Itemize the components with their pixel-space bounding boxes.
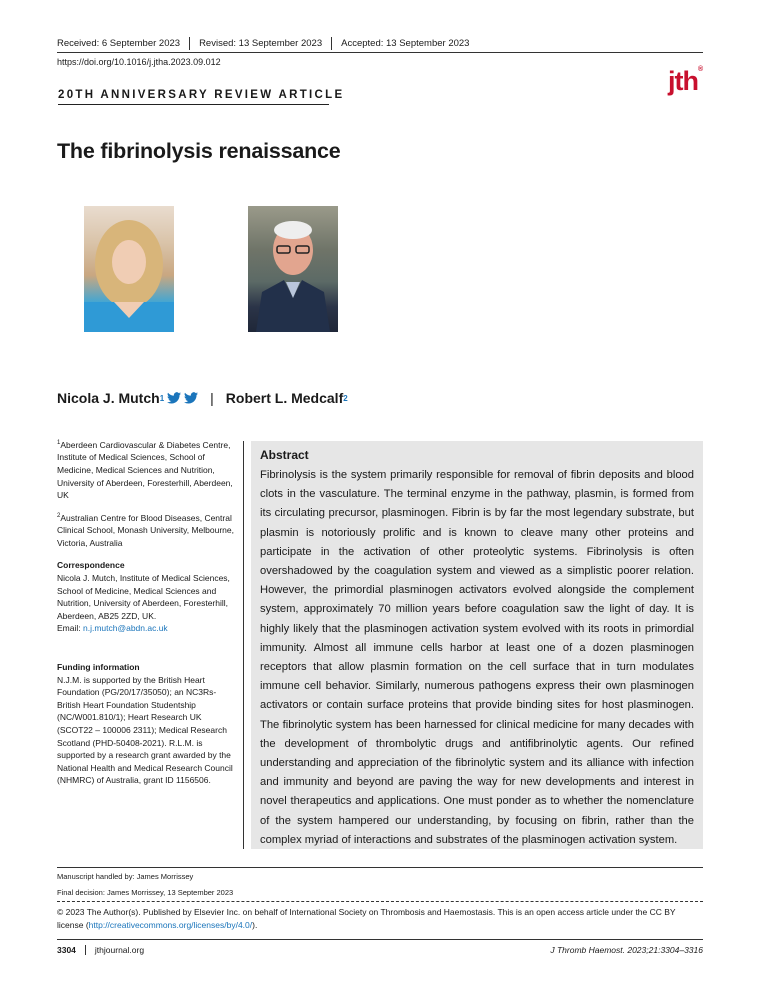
journal-logo: jth®: [668, 66, 704, 96]
footer-rule: [57, 867, 703, 868]
copyright-notice: © 2023 The Author(s). Published by Elsevier Inc. on behalf of International Society on Thrombosis and Haemostasis. This is an open access article under the CC BY license (http://creativecommons.org/licenses/by/4.0/).: [57, 907, 676, 930]
funding-heading: Funding information: [57, 661, 140, 672]
correspondence-heading: Correspondence: [57, 560, 125, 571]
affiliation: $^1$Aberdeen Cardiovascular & Diabetes Centre, Institute of Medical Sciences, School of Medicine, Medical Sciences and Nutrition, University of Aberdeen, Foresterhill, Aberdeen, UK: [57, 439, 233, 501]
revised-date: Revised: 13 September 2023: [189, 37, 331, 50]
affiliation: $^2$Australian Centre for Blood Diseases, Central Clinical School, Monash University, Melbourne, Victoria, Australia: [57, 512, 235, 548]
abstract-heading: Abstract: [260, 448, 309, 462]
accepted-date: Accepted: 13 September 2023: [331, 37, 478, 50]
page-number: 3304: [57, 945, 86, 955]
author-sup: 2: [343, 393, 348, 403]
header-rule: [57, 52, 703, 53]
page-footer-rule: [57, 939, 703, 940]
license-link[interactable]: http://creativecommons.org/licenses/by/4.0/: [88, 919, 253, 930]
journal-site[interactable]: jthjournal.org: [94, 945, 145, 955]
manuscript-handled: Manuscript handled by: James Morrissey: [57, 872, 194, 881]
final-decision: Final decision: James Morrissey, 13 September 2023: [57, 888, 234, 897]
article-type-underline: [58, 104, 329, 105]
author-name: Robert L. Medcalf: [225, 390, 344, 406]
received-date: Received: 6 September 2023: [57, 38, 181, 49]
doi-link[interactable]: https://doi.org/10.1016/j.jtha.2023.09.012: [57, 57, 221, 67]
correspondence-text: Nicola J. Mutch, Institute of Medical Sciences, School of Medicine, Medical Sciences and Nutrition, University of Aberdeen, Foresterhill, Aberdeen, AB25 2ZD, UK.: [57, 573, 230, 621]
email-link[interactable]: n.j.mutch@abdn.ac.uk: [82, 623, 168, 634]
dashed-rule: [57, 901, 703, 902]
article-type: 20TH ANNIVERSARY REVIEW ARTICLE: [58, 89, 345, 101]
author-photo-medcalf: [248, 206, 338, 332]
author-sup: 1: [159, 393, 165, 403]
article-title: The fibrinolysis renaissance: [57, 139, 341, 163]
author-separator: |: [210, 390, 214, 406]
abstract-box: [251, 441, 703, 849]
article-dates: [57, 37, 478, 50]
funding-text: N.J.M. is supported by the British Heart Foundation (PG/20/17/35050); an NC3Rs-British Heart Foundation Studentship (NC/W001.810/1); Heart Research UK (SCOT22 – 100006 2311); Medical Research Scotland (PHD-50408-2021). R.L.M. is supported by a research grant awarded by the National Health and Medical Research Council (NHMRC) of Australia, grant ID 1156506.: [57, 674, 233, 786]
abstract-text: Fibrinolysis is the system primarily responsible for removal of fibrin deposits and blood clots in the vasculature. The terminal enzyme in the pathway, plasmin, is formed from its circulating precursor, plasminogen. Fibrin is by far the most legendary substrate, but plasmin is notoriously prolific and is known to cleave many other proteins and participate in the activation of other proteolytic systems. Fibrinolysis is often overshadowed by the coagulation system and viewed as a simplistic poorer relation. However, the primordial plasminogen activators evolved alongside the complement system, approximately 70 million years before coagulation saw the light of day. It is highly likely that the plasminogen activation system evolved with its roots in primordial immunity. Almost all immune cells harbor at least one of a dozen plasminogen receptors that allow plasmin formation on the cell surface that in turn modulates immune cell behavior. Similarly, numerous pathogens express their own plasminogen activators or contain surface proteins that provide binding sites for host plasminogen. The fibrinolytic system has been harnessed for clinical medicine for many decades with the development of thrombolytic drugs and antifibrinolytic agents. Our refined understanding and appreciation of the fibrinolytic system and its alliance with infection and immunity and beyond are paving the way for new developments and interest in novel therapeutics and applications. One must ponder as to whether the nomenclature of the system hampered our understanding, by focusing on fibrin, rather than the complex myriad of interactions and substrates of the plasminogen activation system.: [260, 469, 694, 846]
author-list: [57, 390, 348, 406]
author-name: Nicola J. Mutch: [57, 390, 160, 406]
left-column: [57, 437, 235, 795]
correspondence-email: Email: n.j.mutch@abdn.ac.uk: [57, 623, 168, 634]
twitter-icon[interactable]: [184, 392, 198, 404]
page-footer: [57, 945, 703, 955]
twitter-icon[interactable]: [167, 392, 181, 404]
author-photo-mutch: [84, 206, 174, 332]
citation: J Thromb Haemost. 2023;21:3304–3316: [550, 945, 703, 955]
column-divider: [243, 441, 244, 849]
